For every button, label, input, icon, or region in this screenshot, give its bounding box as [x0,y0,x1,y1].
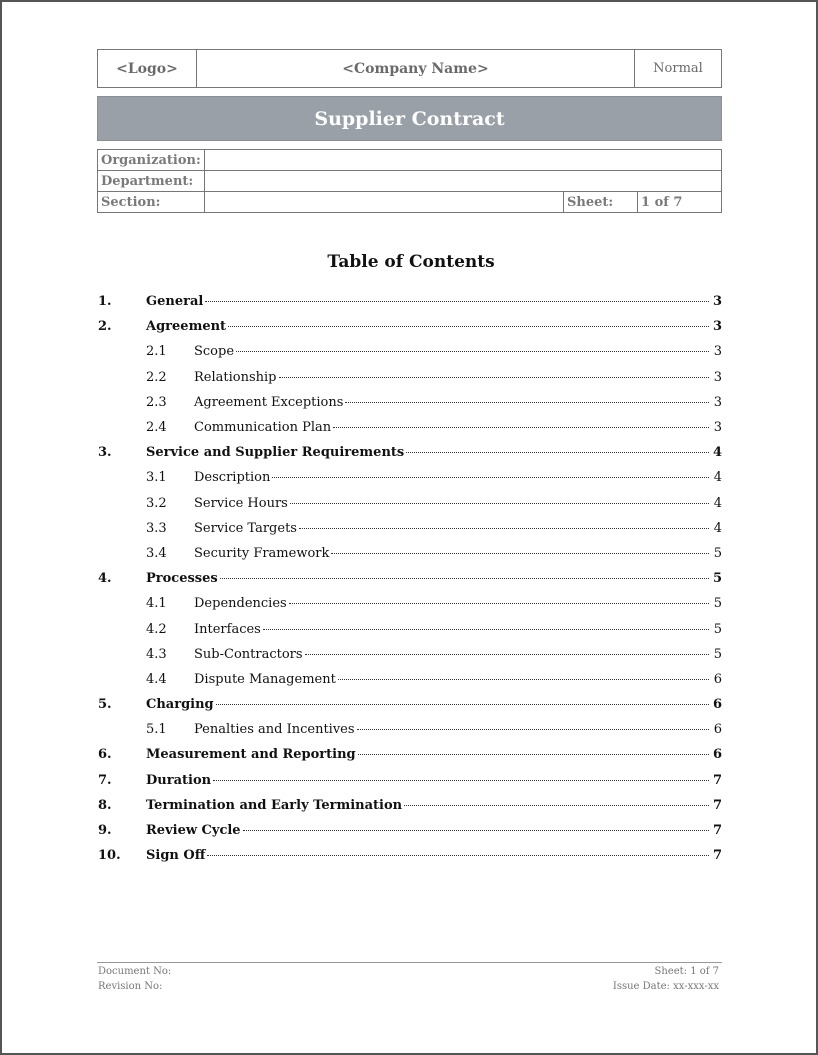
toc-entry-title: Charging [146,697,214,713]
toc-leader-dots [331,553,709,554]
toc-entry-body [194,546,722,561]
logo-placeholder: <Logo> [98,50,197,87]
toc-entry-number: 2. [98,319,112,335]
issue-date: Issue Date: xx-xxx-xx [612,981,719,992]
toc-entry-body [146,319,722,334]
toc-entry-title: Duration [146,772,212,788]
toc-leader-dots [272,477,709,478]
toc-entry-page: 5 [713,545,722,561]
organization-value [204,150,721,171]
toc-leader-dots [333,427,709,428]
toc-entry-body [194,470,722,485]
toc-entry-title: Interfaces [194,621,261,637]
toc-entry-number: 6. [98,747,112,763]
toc-leader-dots [236,351,709,352]
toc-entry-body [146,294,722,309]
toc-entry[interactable] [98,692,722,717]
toc-entry-page: 5 [713,646,722,662]
footer-left [98,964,171,994]
sheet-label: Sheet: [564,192,638,213]
toc-leader-dots [205,301,709,302]
toc-entry[interactable] [98,616,722,641]
toc-entry-number: 2.4 [146,420,167,436]
toc-entry-number: 4.4 [146,671,167,687]
toc-entry[interactable] [98,365,722,390]
company-name: <Company Name> [197,50,635,87]
toc-entry-page: 4 [713,520,722,536]
toc-entry-body [146,571,722,586]
toc-entry[interactable] [98,465,722,490]
toc-leader-dots [305,654,709,655]
toc-entry-page: 3 [712,294,722,310]
toc-entry-title: Processes [146,571,218,587]
toc-leader-dots [404,805,709,806]
toc-leader-dots [289,603,709,604]
toc-entry-number: 5.1 [146,722,167,738]
toc-entry-page: 7 [712,772,722,788]
toc-entry[interactable] [98,541,722,566]
footer-right [613,964,719,994]
toc-entry-title: Measurement and Reporting [146,747,356,763]
toc-entry[interactable] [98,516,722,541]
toc-entry-title: Dispute Management [194,671,336,687]
toc-entry-number: 1. [98,294,112,310]
toc-entry-title: Penalties and Incentives [194,722,355,738]
toc-entry-body [146,798,722,813]
toc-entry-title: Service Targets [194,520,297,536]
toc-entry-page: 3 [712,319,722,335]
classification-label: Normal [653,61,703,76]
toc-entry-body [146,747,722,762]
table-of-contents [98,289,722,868]
toc-leader-dots [338,679,709,680]
toc-entry-number: 9. [98,823,112,839]
toc-entry[interactable] [98,667,722,692]
toc-leader-dots [345,402,709,403]
toc-entry-body [194,596,722,611]
toc-entry-body [194,622,722,637]
toc-leader-dots [228,326,709,327]
toc-entry-number: 3. [98,445,112,461]
toc-entry-body [194,647,722,662]
toc-entry-title: Sub-Contractors [194,646,303,662]
toc-entry[interactable] [98,314,722,339]
section-value [204,192,563,213]
info-row-department [98,171,722,192]
footer-sheet: Sheet: 1 of 7 [654,966,719,977]
document-title: Supplier Contract [97,96,722,141]
toc-title: Table of Contents [327,252,495,272]
organization-label: Organization: [98,150,205,171]
toc-entry-body [194,344,722,359]
toc-entry-page: 3 [713,344,722,360]
toc-leader-dots [358,754,709,755]
toc-entry-page: 3 [713,394,722,410]
toc-leader-dots [290,503,709,504]
toc-leader-dots [220,578,709,579]
toc-entry-page: 6 [713,671,722,687]
toc-leader-dots [243,830,709,831]
toc-leader-dots [213,780,709,781]
toc-leader-dots [357,729,709,730]
toc-entry-body [146,445,722,460]
toc-entry-number: 4.2 [146,621,167,637]
toc-entry-page: 5 [713,621,722,637]
toc-entry-number: 8. [98,797,112,813]
department-label: Department: [98,171,205,192]
toc-entry-number: 4.1 [146,596,167,612]
toc-entry-page: 6 [713,722,722,738]
toc-entry[interactable] [98,289,722,314]
toc-entry-page: 4 [713,495,722,511]
toc-entry-number: 10. [98,848,121,864]
department-value [204,171,721,192]
info-table [97,149,722,213]
toc-entry[interactable] [98,793,722,818]
toc-entry-title: Termination and Early Termination [146,797,403,813]
toc-entry[interactable] [98,768,722,793]
toc-entry-title: Dependencies [194,596,287,612]
document-no-label: Document No: [98,966,172,977]
toc-entry-page: 6 [712,747,722,763]
toc-entry-body [194,395,722,410]
info-row-section [98,192,722,213]
toc-entry-page: 3 [713,420,722,436]
toc-entry-body [194,420,722,435]
toc-entry-body [146,773,722,788]
toc-entry-title: Description [194,470,271,486]
toc-entry-number: 2.2 [146,369,167,385]
toc-entry[interactable] [98,390,722,415]
toc-entry-body [194,370,722,385]
toc-entry-number: 4.3 [146,646,167,662]
toc-entry-title: Communication Plan [194,420,332,436]
toc-entry-number: 2.1 [146,344,167,360]
toc-entry-number: 7. [98,772,112,788]
toc-entry-number: 3.4 [146,545,167,561]
toc-entry[interactable] [98,742,722,767]
toc-entry-number: 3.3 [146,520,167,536]
toc-entry-body [194,496,722,511]
toc-entry-title: Service Hours [194,495,288,511]
toc-entry-body [146,823,722,838]
sheet-value: 1 of 7 [638,192,722,213]
toc-entry[interactable] [98,591,722,616]
toc-entry[interactable] [98,717,722,742]
toc-entry-title: General [146,294,204,310]
toc-entry-body [146,697,722,712]
toc-entry-number: 5. [98,697,112,713]
toc-entry-body [194,672,722,687]
toc-entry-title: Security Framework [194,545,330,561]
toc-entry-page: 5 [713,596,722,612]
toc-entry[interactable] [98,491,722,516]
toc-entry-body [146,848,722,863]
toc-entry-number: 2.3 [146,394,167,410]
toc-entry[interactable] [98,818,722,843]
toc-entry-number: 4. [98,571,112,587]
toc-entry-title: Sign Off [146,848,206,864]
footer-divider [97,962,722,963]
toc-entry-page: 7 [712,823,722,839]
info-row-organization [98,150,722,171]
toc-entry[interactable] [98,566,722,591]
toc-leader-dots [406,452,709,453]
toc-entry-page: 3 [713,369,722,385]
toc-entry-title: Review Cycle [146,823,241,839]
toc-leader-dots [279,377,710,378]
toc-entry-page: 7 [712,797,722,813]
toc-entry-page: 5 [712,571,722,587]
toc-entry-page: 7 [712,848,722,864]
toc-entry[interactable] [98,440,722,465]
toc-entry-body [194,521,722,536]
toc-leader-dots [207,855,709,856]
toc-entry[interactable] [98,339,722,364]
toc-entry-page: 6 [712,697,722,713]
toc-leader-dots [299,528,709,529]
toc-entry[interactable] [98,843,722,868]
toc-entry-page: 4 [712,445,722,461]
section-label: Section: [98,192,205,213]
toc-leader-dots [216,704,709,705]
toc-entry-body [194,722,722,737]
toc-entry-title: Scope [194,344,235,360]
toc-entry[interactable] [98,642,722,667]
toc-entry-number: 3.2 [146,495,167,511]
toc-entry-page: 4 [713,470,722,486]
toc-entry-title: Agreement Exceptions [194,394,344,410]
toc-entry[interactable] [98,415,722,440]
header-table [97,49,722,88]
toc-entry-number: 3.1 [146,470,167,486]
toc-leader-dots [263,629,709,630]
revision-no-label: Revision No: [98,981,163,992]
toc-entry-title: Service and Supplier Requirements [146,445,405,461]
toc-entry-title: Relationship [194,369,277,385]
toc-entry-title: Agreement [146,319,227,335]
